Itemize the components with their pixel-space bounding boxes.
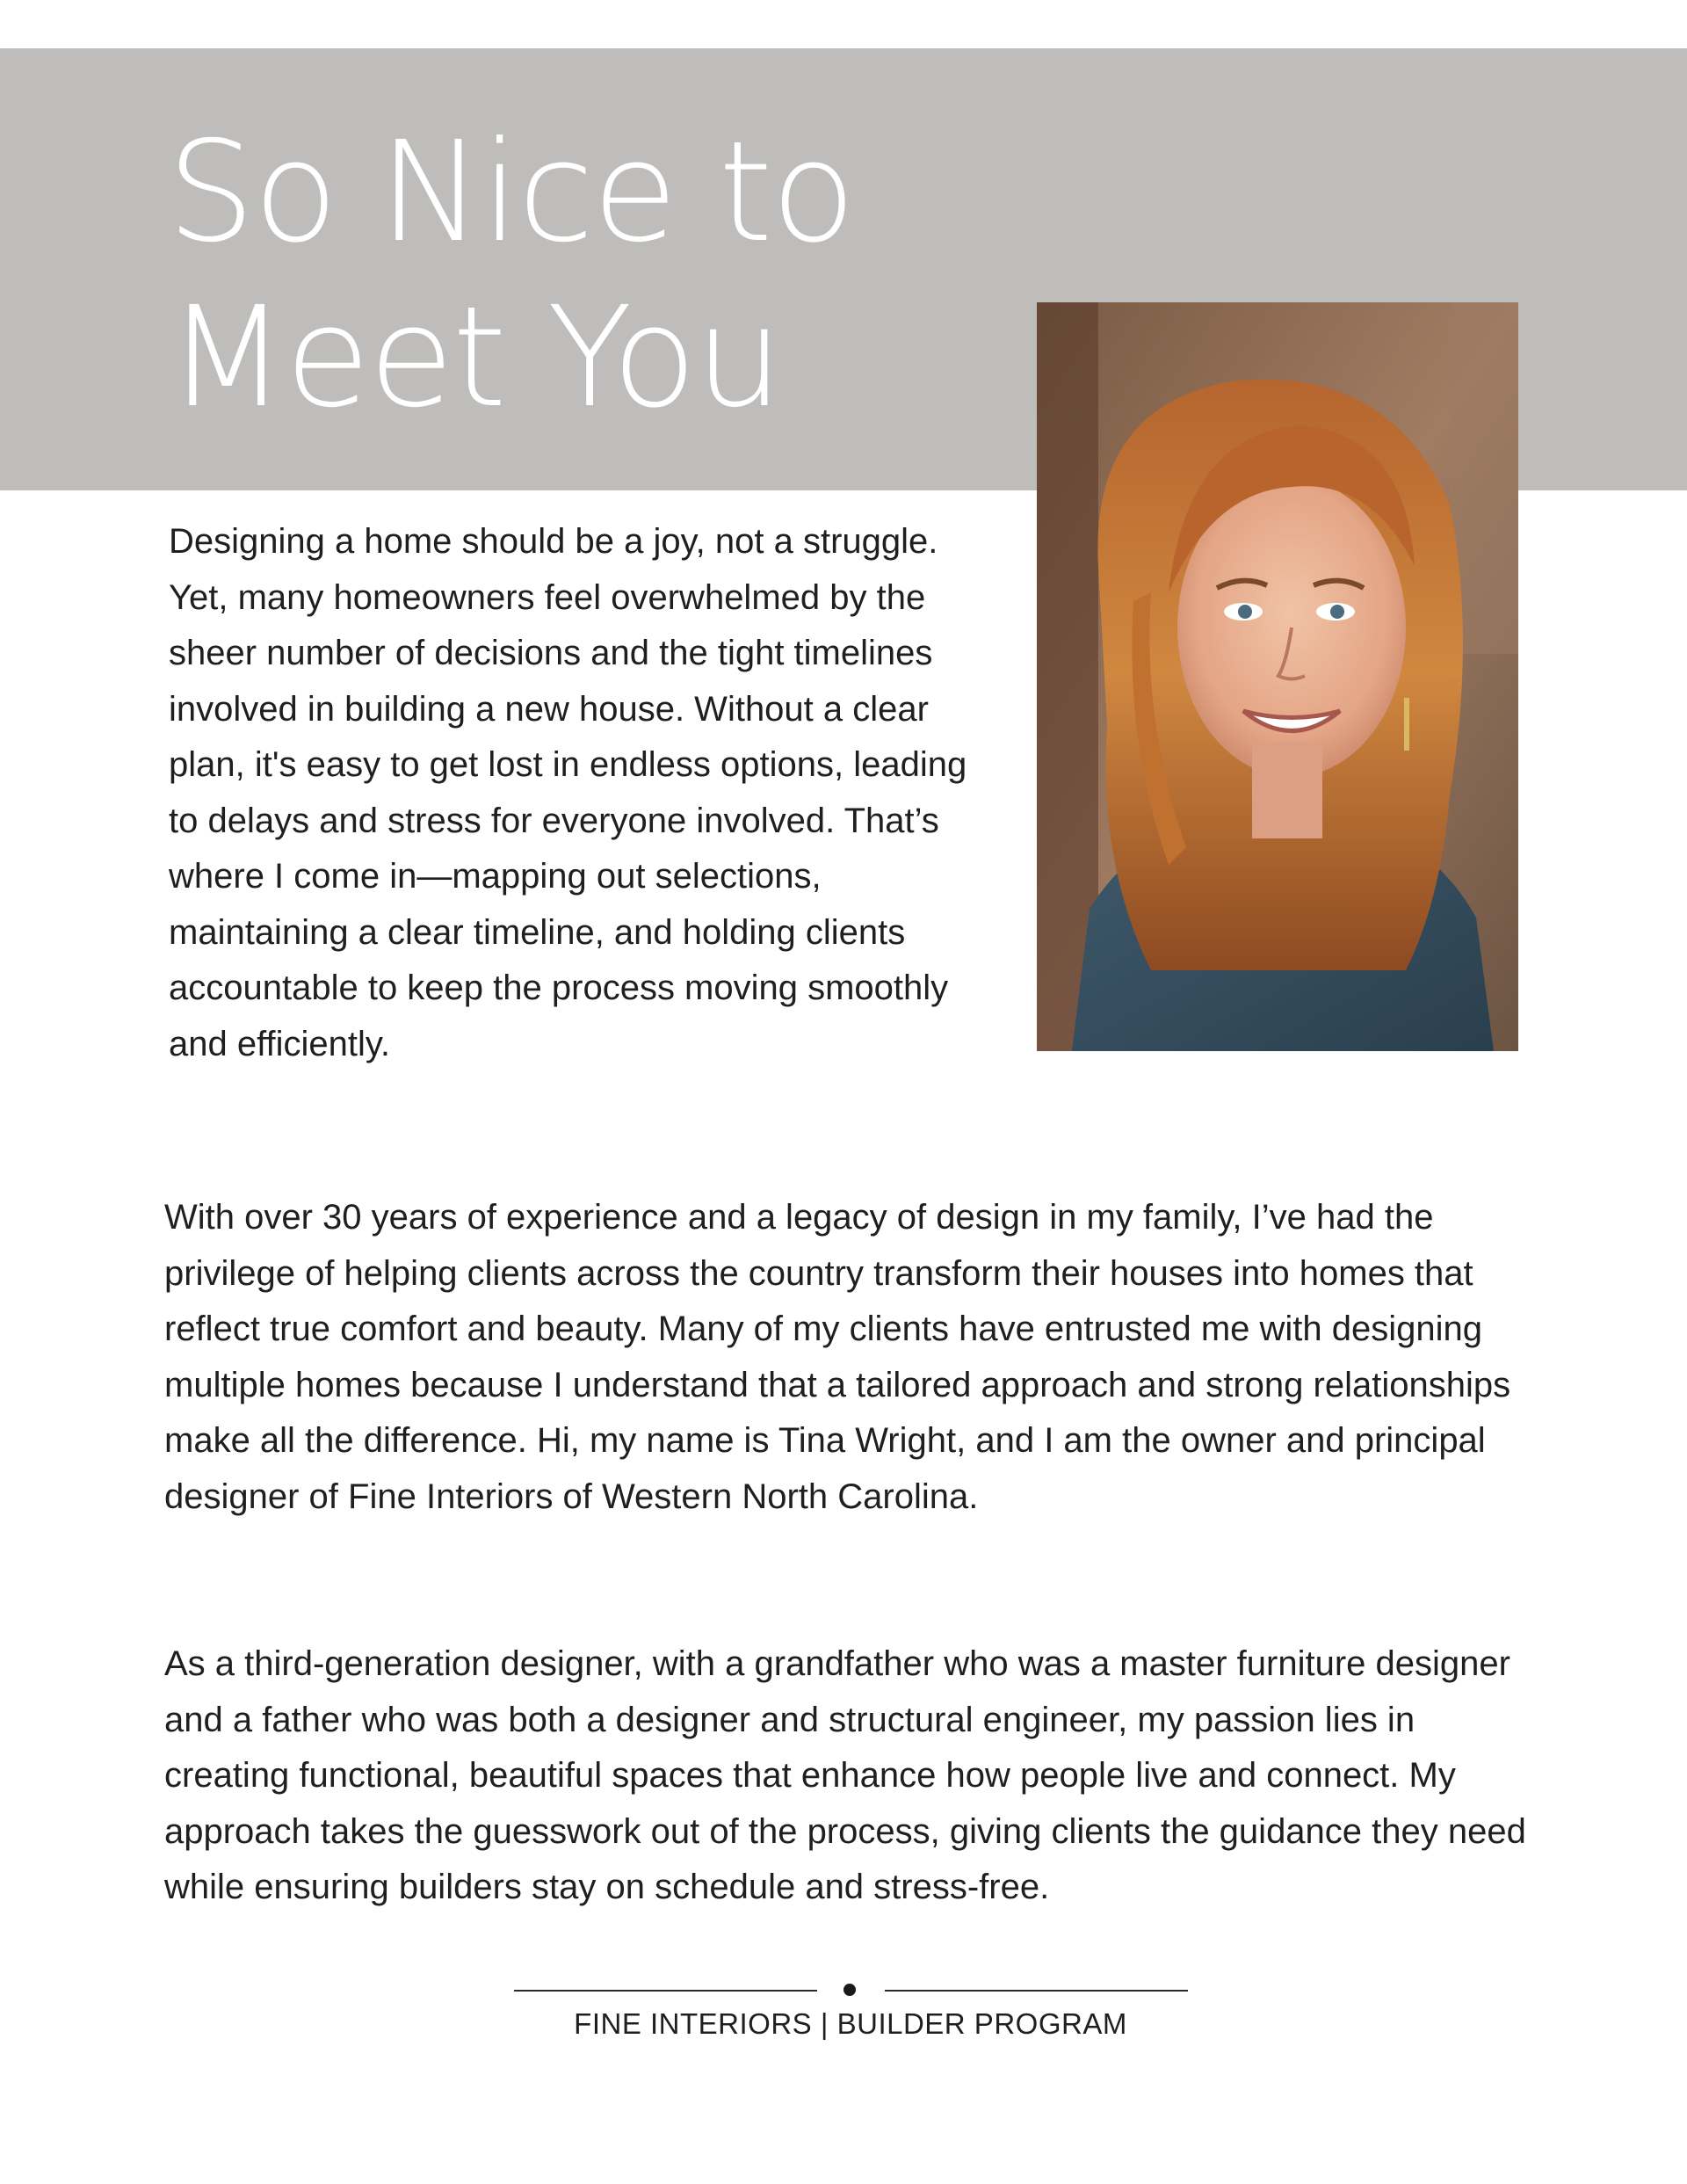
experience-paragraph: With over 30 years of experience and a legacy of design in my family, I’ve had the privilege of helping clients across the country transform their houses into homes that reflect true comfort and beauty. Many of my clients have entrusted me with designing multiple homes because I understand that a tailored approach and strong relationships make all the difference. Hi, my name is Tina Wright, and I am the owner and principal designer of Fine Interiors of Western North Carolina. [164,1198,1511,1516]
portrait-illustration [1037,302,1518,1051]
heritage-paragraph: As a third-generation designer, with a grandfather who was a master furniture designer and a father who was both a designer and structural engineer, my passion lies in creating functional, beautiful spaces that enhance how people live and connect. My approach takes the guesswork out of the process, giving clients the guidance they need while ensuring builders stay on schedule and stress-free. [164,1644,1526,1906]
page-title-line-2: Meet You [167,277,782,439]
page-title-line-1: So Nice to [167,112,855,273]
footer-divider-dot [844,1984,856,1996]
footer-divider-right [885,1990,1188,1992]
portrait-photo [1037,302,1518,1051]
intro-paragraph: Designing a home should be a joy, not a struggle. Yet, many homeowners feel overwhelmed by the sheer number of decisions and the tight timelines involved in building a new house. Without a clear plan, it's easy to get lost in endless options, leading to delays and stress for everyone involved. That’s where I come in—mapping out selections, maintaining a clear timeline, and holding clients accountable to keep the process moving smoothly and efficiently. [169,522,967,1063]
footer-label: FINE INTERIORS | BUILDER PROGRAM [574,2007,1127,2040]
footer-divider-left [514,1990,817,1992]
page-title [167,110,958,440]
